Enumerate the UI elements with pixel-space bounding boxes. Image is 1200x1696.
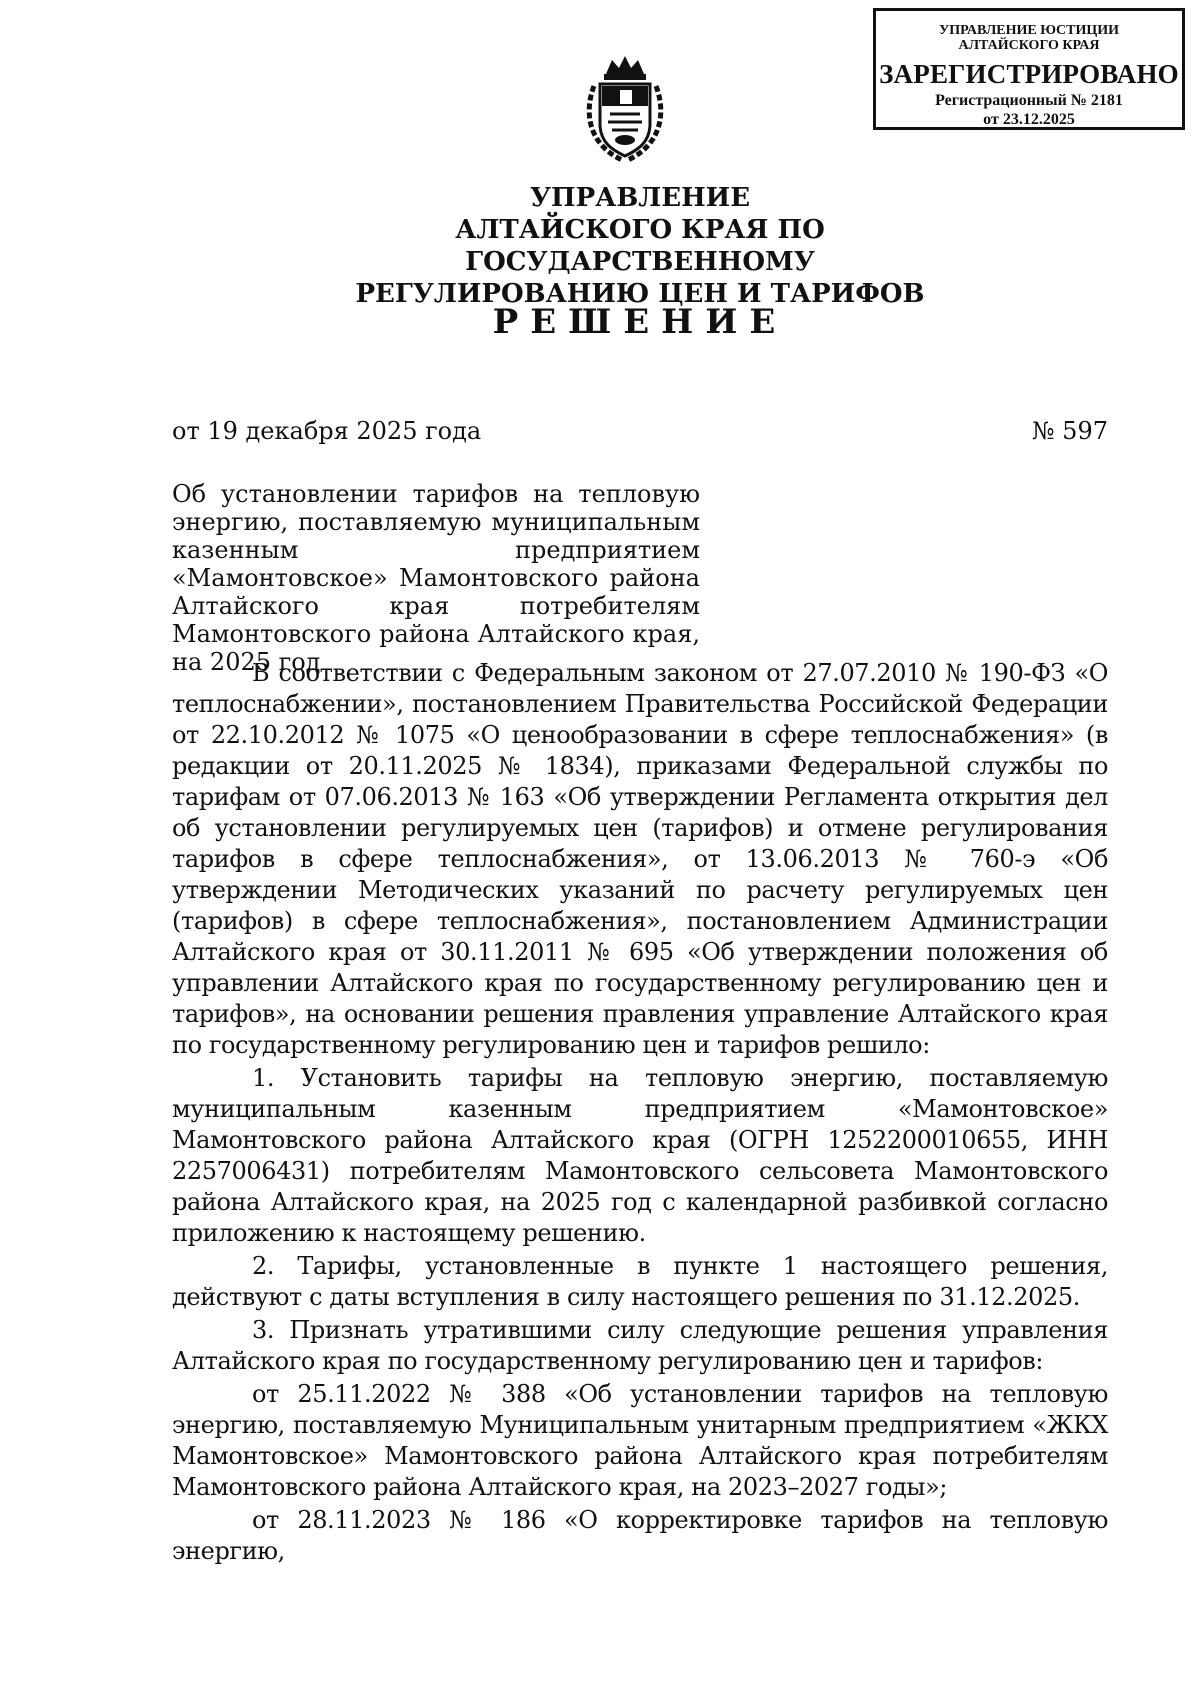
org-line2: АЛТАЙСКОГО КРАЯ ПО ГОСУДАРСТВЕННОМУ [455, 215, 825, 277]
repealed-decision-1: от 25.11.2022 № 388 «Об установлении тарифов на тепловую энергию, поставляемую Муниципальным унитарным предприятием «ЖКХ Мамонтовское» Мамонтовского района Алтайского края потребителям Мамонтовского района Алтайского края, на 2023–2027 годы»; [172, 1380, 1108, 1501]
stamp-reg-number: Регистрационный № 2181 [935, 92, 1123, 109]
preamble-paragraph: В соответствии с Федеральным законом от 27.07.2010 № 190-ФЗ «О теплоснабжении», постановлением Правительства Российской Федерации от 22.10.2012 № 1075 «О ценообразовании в сфере теплоснабжения» (в редакции от 20.11.2025 № 1834), приказами Федеральной службы по тарифам от 07.06.2013 № 163 «Об утверждении Регламента открытия дел об установлении регулируемых цен (тарифов) и отмене регулирования тарифов в сфере теплоснабжения», от 13.06.2013 № 760-э «Об утверждении Методических указаний по расчету регулируемых цен (тарифов) в сфере теплоснабжения», постановлением Администрации Алтайского края от 30.11.2011 № 695 «Об утверждении положения об управлении Алтайского края по государственному регулированию цен и тарифов», на основании решения правления управление Алтайского края по государственному регулированию цен и тарифов решило: [172, 659, 1108, 1059]
issuing-authority [290, 182, 990, 310]
document-number: № 597 [1031, 417, 1108, 445]
document-body [172, 658, 1108, 1567]
stamp-line1: УПРАВЛЕНИЕ ЮСТИЦИИ [939, 23, 1119, 38]
stamp-status: ЗАРЕГИСТРИРОВАНО [879, 59, 1179, 89]
document-date: от 19 декабря 2025 года [172, 417, 482, 445]
item-2-paragraph: 2. Тарифы, установленные в пункте 1 настоящего решения, действуют с даты вступления в силу настоящего решения по 31.12.2025. [172, 1252, 1108, 1311]
stamp-reg-date: от 23.12.2025 [983, 111, 1075, 128]
coat-of-arms-icon [582, 52, 668, 166]
repealed-decision-2: от 28.11.2023 № 186 «О корректировке тарифов на тепловую энергию, [172, 1506, 1108, 1565]
item-3-paragraph: 3. Признать утратившими силу следующие решения управления Алтайского края по государственному регулированию цен и тарифов: [172, 1316, 1108, 1375]
org-line3: РЕГУЛИРОВАНИЮ ЦЕН И ТАРИФОВ [355, 279, 925, 309]
stamp-line2: АЛТАЙСКОГО КРАЯ [958, 38, 1100, 53]
document-subject: Об установлении тарифов на тепловую энергию, поставляемую муниципальным казенным предприятием «Мамонтовское» Мамонтовского района Алтайского края потребителям Мамонтовского района Алтайского края, на 2025 год [172, 480, 700, 676]
org-line1: УПРАВЛЕНИЕ [529, 183, 751, 213]
item-1-paragraph: 1. Установить тарифы на тепловую энергию, поставляемую муниципальным казенным предприятием «Мамонтовское» Мамонтовского района Алтайского края (ОГРН 1252200010655, ИНН 2257006431) потребителям Мамонтовского сельсовета Мамонтовского района Алтайского края, на 2025 год с календарной разбивкой согласно приложению к настоящему решению. [172, 1064, 1108, 1247]
document-type: РЕШЕНИЕ [492, 302, 788, 342]
registration-stamp [873, 8, 1185, 130]
